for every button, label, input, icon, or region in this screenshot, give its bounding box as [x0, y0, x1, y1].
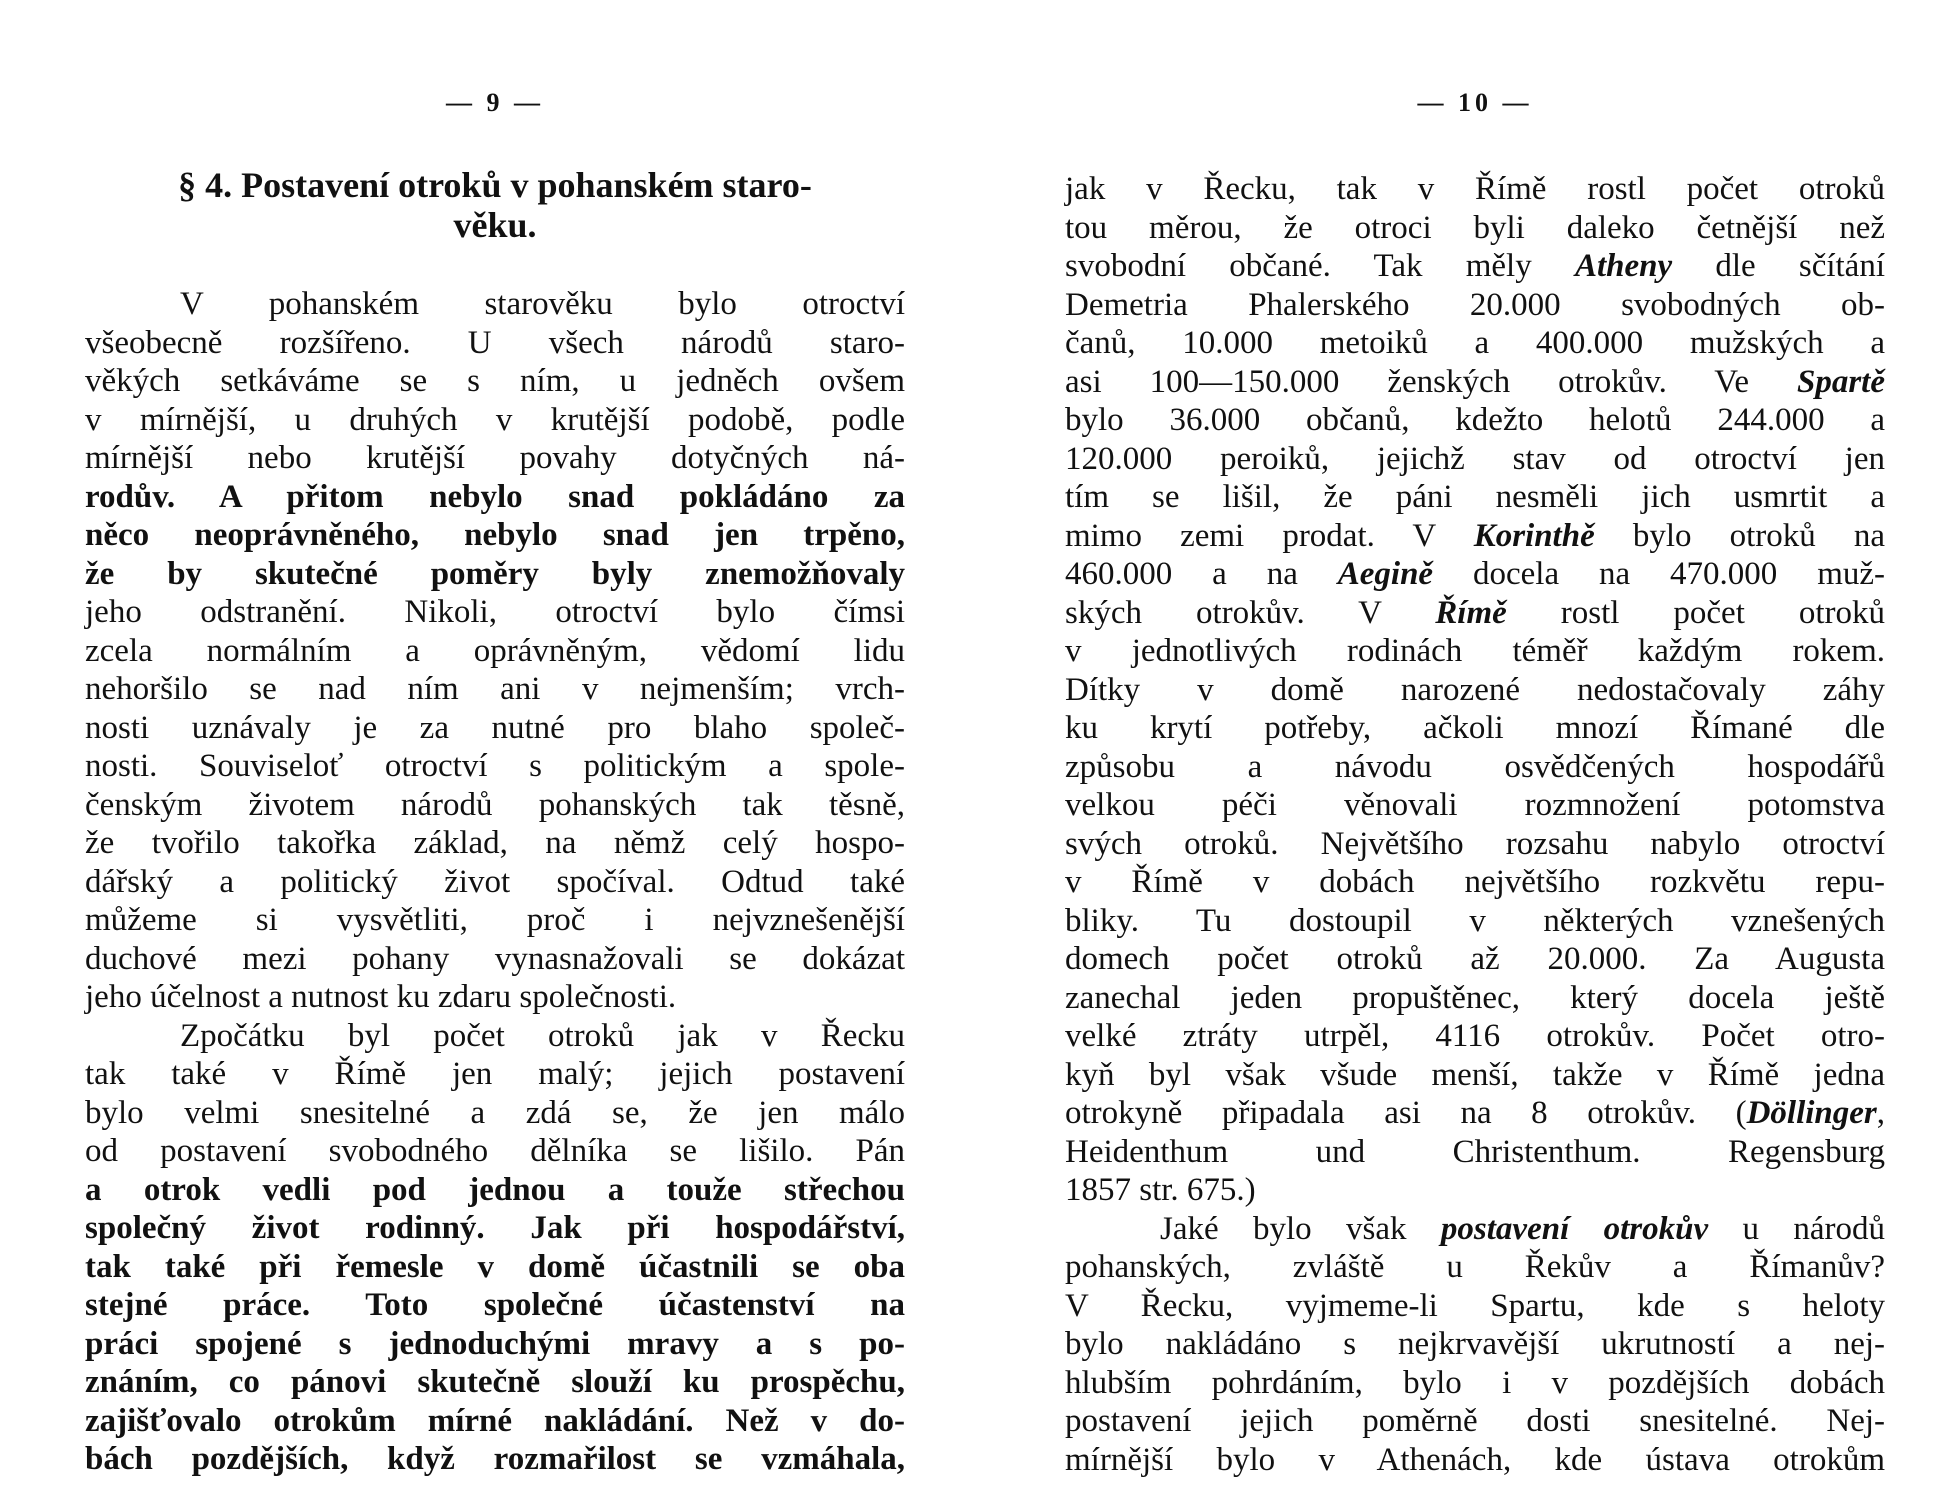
text-line: v Římě v dobách největšího rozkvětu repu-	[1065, 864, 1885, 900]
text-line: společný život rodinný. Jak při hospodářství,	[85, 1210, 905, 1246]
emphasized-term: Atheny	[1574, 248, 1673, 284]
text-line: jeho odstranění. Nikoli, otroctví bylo čímsi	[85, 594, 905, 630]
text-line: bylo nakládáno s nejkrvavější ukrutností a nej-	[1065, 1326, 1885, 1362]
emphasized-term: Aegině	[1337, 556, 1434, 592]
body-text	[85, 285, 905, 1479]
text-line	[1065, 517, 1885, 556]
text-fragment: Jaké bylo však	[1160, 1210, 1441, 1247]
text-line: velkou péči věnovali rozmnožení potomstva	[1065, 787, 1885, 823]
text-line: v jednotlivých rodinách téměř každým rokem.	[1065, 633, 1885, 669]
text-fragment: mimo zemi prodat. V	[1065, 517, 1474, 554]
text-line: pohanských, zvláště u Řekův a Římanův?	[1065, 1249, 1885, 1285]
text-fragment: docela na 470.000 muž-	[1433, 556, 1885, 592]
text-line: čanů, 10.000 metoiků a 400.000 mužských a	[1065, 325, 1885, 361]
text-line: věkých setkáváme se s ním, u jedněch ovšem	[85, 363, 905, 399]
emphasized-term: Spartě	[1796, 363, 1885, 400]
text-line: zanechal jeden propuštěnec, který docela ještě	[1065, 979, 1885, 1016]
text-line: že by skutečné poměry byly znemožňovaly	[85, 555, 905, 592]
text-fragment: otrokyně připadala asi na 8 otrokův. (	[1065, 1095, 1747, 1131]
text-line: bylo 36.000 občanů, kdežto helotů 244.000 a	[1065, 402, 1885, 438]
emphasized-term: Döllinger	[1746, 1095, 1877, 1131]
text-line	[1065, 594, 1885, 633]
text-line: tím se lišil, že páni nesměli jich usmrtit a	[1065, 479, 1885, 515]
text-line: způsobu a návodu osvědčených hospodářů	[1065, 748, 1885, 785]
text-line: bylo velmi snesitelné a zdá se, že jen málo	[85, 1094, 905, 1131]
text-line: mírnější bylo v Athenách, kde ústava otrokům	[1065, 1441, 1885, 1478]
text-line: Heidenthum und Christenthum. Regensburg	[1065, 1133, 1885, 1170]
text-fragment: u národů	[1708, 1210, 1886, 1247]
text-line: domech počet otroků až 20.000. Za Augusta	[1065, 941, 1885, 977]
text-line: tak také při řemesle v domě účastnili se oba	[85, 1248, 905, 1285]
text-fragment: ských otrokův. V	[1065, 594, 1436, 631]
text-line	[1065, 247, 1885, 286]
text-line: V pohanském starověku bylo otroctví	[180, 286, 905, 322]
text-line: rodův. A přitom nebylo snad pokládáno za	[85, 478, 905, 515]
text-line: stejné práce. Toto společné účastenství na	[85, 1287, 905, 1323]
text-fragment: 460.000 a na	[1065, 556, 1338, 592]
text-line: kyň byl však všude menší, takže v Římě jedna	[1065, 1056, 1885, 1093]
text-fragment: rostl počet otroků	[1506, 594, 1885, 631]
text-line: tak také v Římě jen malý; jejich postavení	[85, 1056, 905, 1092]
section-heading	[85, 165, 905, 245]
text-fragment: ,	[1876, 1095, 1885, 1131]
text-line: jeho účelnost a nutnost ku zdaru společnosti.	[85, 979, 677, 1015]
text-line: nosti uznávaly je za nutné pro blaho společ-	[85, 709, 905, 746]
text-line: hlubším pohrdáním, bylo i v pozdějších dobách	[1065, 1364, 1885, 1401]
text-line: 120.000 peroiků, jejichž stav od otroctví jen	[1065, 440, 1885, 477]
text-line: bách pozdějších, když rozmařilost se vzmáhala,	[85, 1441, 905, 1477]
emphasized-term: postavení otrokův	[1440, 1210, 1709, 1247]
text-line: jak v Řecku, tak v Římě rostl počet otroků	[1065, 171, 1885, 207]
text-line: čenským životem národů pohanských tak těsně,	[85, 786, 905, 823]
heading-line: věku.	[453, 205, 537, 245]
text-line: práci spojené s jednoduchými mravy a s po-	[85, 1325, 905, 1362]
text-line: všeobecně rozšířeno. U všech národů staro-	[85, 324, 905, 361]
text-line: že tvořilo takořka základ, na němž celý hospo-	[85, 825, 905, 861]
text-line: mírnější nebo krutější povahy dotyčných ná-	[85, 440, 905, 476]
text-line: velké ztráty utrpěl, 4116 otrokův. Počet otro-	[1065, 1018, 1885, 1054]
text-line: Zpočátku byl počet otroků jak v Řecku	[180, 1017, 905, 1054]
text-line: v mírnější, u druhých v krutější podobě, podle	[85, 401, 905, 438]
text-line: zajišťovalo otrokům mírné nakládání. Než v do-	[85, 1402, 905, 1439]
text-line	[1065, 1094, 1885, 1133]
text-fragment: dle sčítání	[1672, 248, 1885, 284]
text-line: můžeme si vysvětliti, proč i nejvznešenější	[85, 902, 905, 938]
text-line: nosti. Souviseloť otroctví s politickým a spole-	[85, 748, 905, 784]
body-text	[1065, 170, 1885, 1479]
text-line: ku krytí potřeby, ačkoli mnozí Římané dle	[1065, 710, 1885, 746]
text-line: od postavení svobodného dělníka se lišilo. Pán	[85, 1133, 905, 1169]
text-line: bliky. Tu dostoupil v některých vznešených	[1065, 902, 1885, 939]
emphasized-term: Korinthě	[1473, 517, 1595, 554]
text-line: Dítky v domě narozené nedostačovaly záhy	[1065, 671, 1885, 708]
text-line: a otrok vedli pod jednou a touže střechou	[85, 1171, 905, 1208]
text-line: V Řecku, vyjmeme-li Spartu, kde s heloty	[1065, 1287, 1885, 1324]
text-line: zcela normálním a oprávněným, vědomí lidu	[85, 632, 905, 669]
page-number: — 9 —	[446, 88, 544, 117]
text-line: nehoršilo se nad ním ani v nejmenším; vrch-	[85, 671, 905, 707]
text-line: duchové mezi pohany vynasnažovali se dokázat	[85, 940, 905, 977]
emphasized-term: Římě	[1435, 594, 1507, 631]
text-fragment: asi 100—150.000 ženských otrokův. Ve	[1065, 363, 1797, 400]
text-line: postavení jejich poměrně dosti snesitelné. Nej-	[1065, 1403, 1885, 1439]
page-number: — 10 —	[1417, 88, 1533, 117]
text-fragment: svobodní občané. Tak měly	[1065, 248, 1575, 284]
text-line: znáním, co pánovi skutečně slouží ku prospěchu,	[85, 1364, 905, 1400]
text-line	[1065, 1210, 1885, 1249]
text-line: svých otroků. Největšího rozsahu nabylo otroctví	[1065, 825, 1885, 862]
text-line: dářský a politický život spočíval. Odtud také	[85, 863, 905, 900]
text-line: 1857 str. 675.)	[1065, 1172, 1256, 1208]
heading-line: § 4. Postavení otroků v pohanském staro-	[178, 165, 812, 205]
text-line: Demetria Phalerského 20.000 svobodných ob-	[1065, 286, 1885, 323]
text-line	[1065, 363, 1885, 402]
text-line	[1065, 555, 1885, 594]
text-fragment: bylo otroků na	[1594, 517, 1885, 554]
text-line: něco neoprávněného, nebylo snad jen trpěno,	[85, 517, 905, 553]
text-line: tou měrou, že otroci byli daleko četnější než	[1065, 209, 1885, 246]
